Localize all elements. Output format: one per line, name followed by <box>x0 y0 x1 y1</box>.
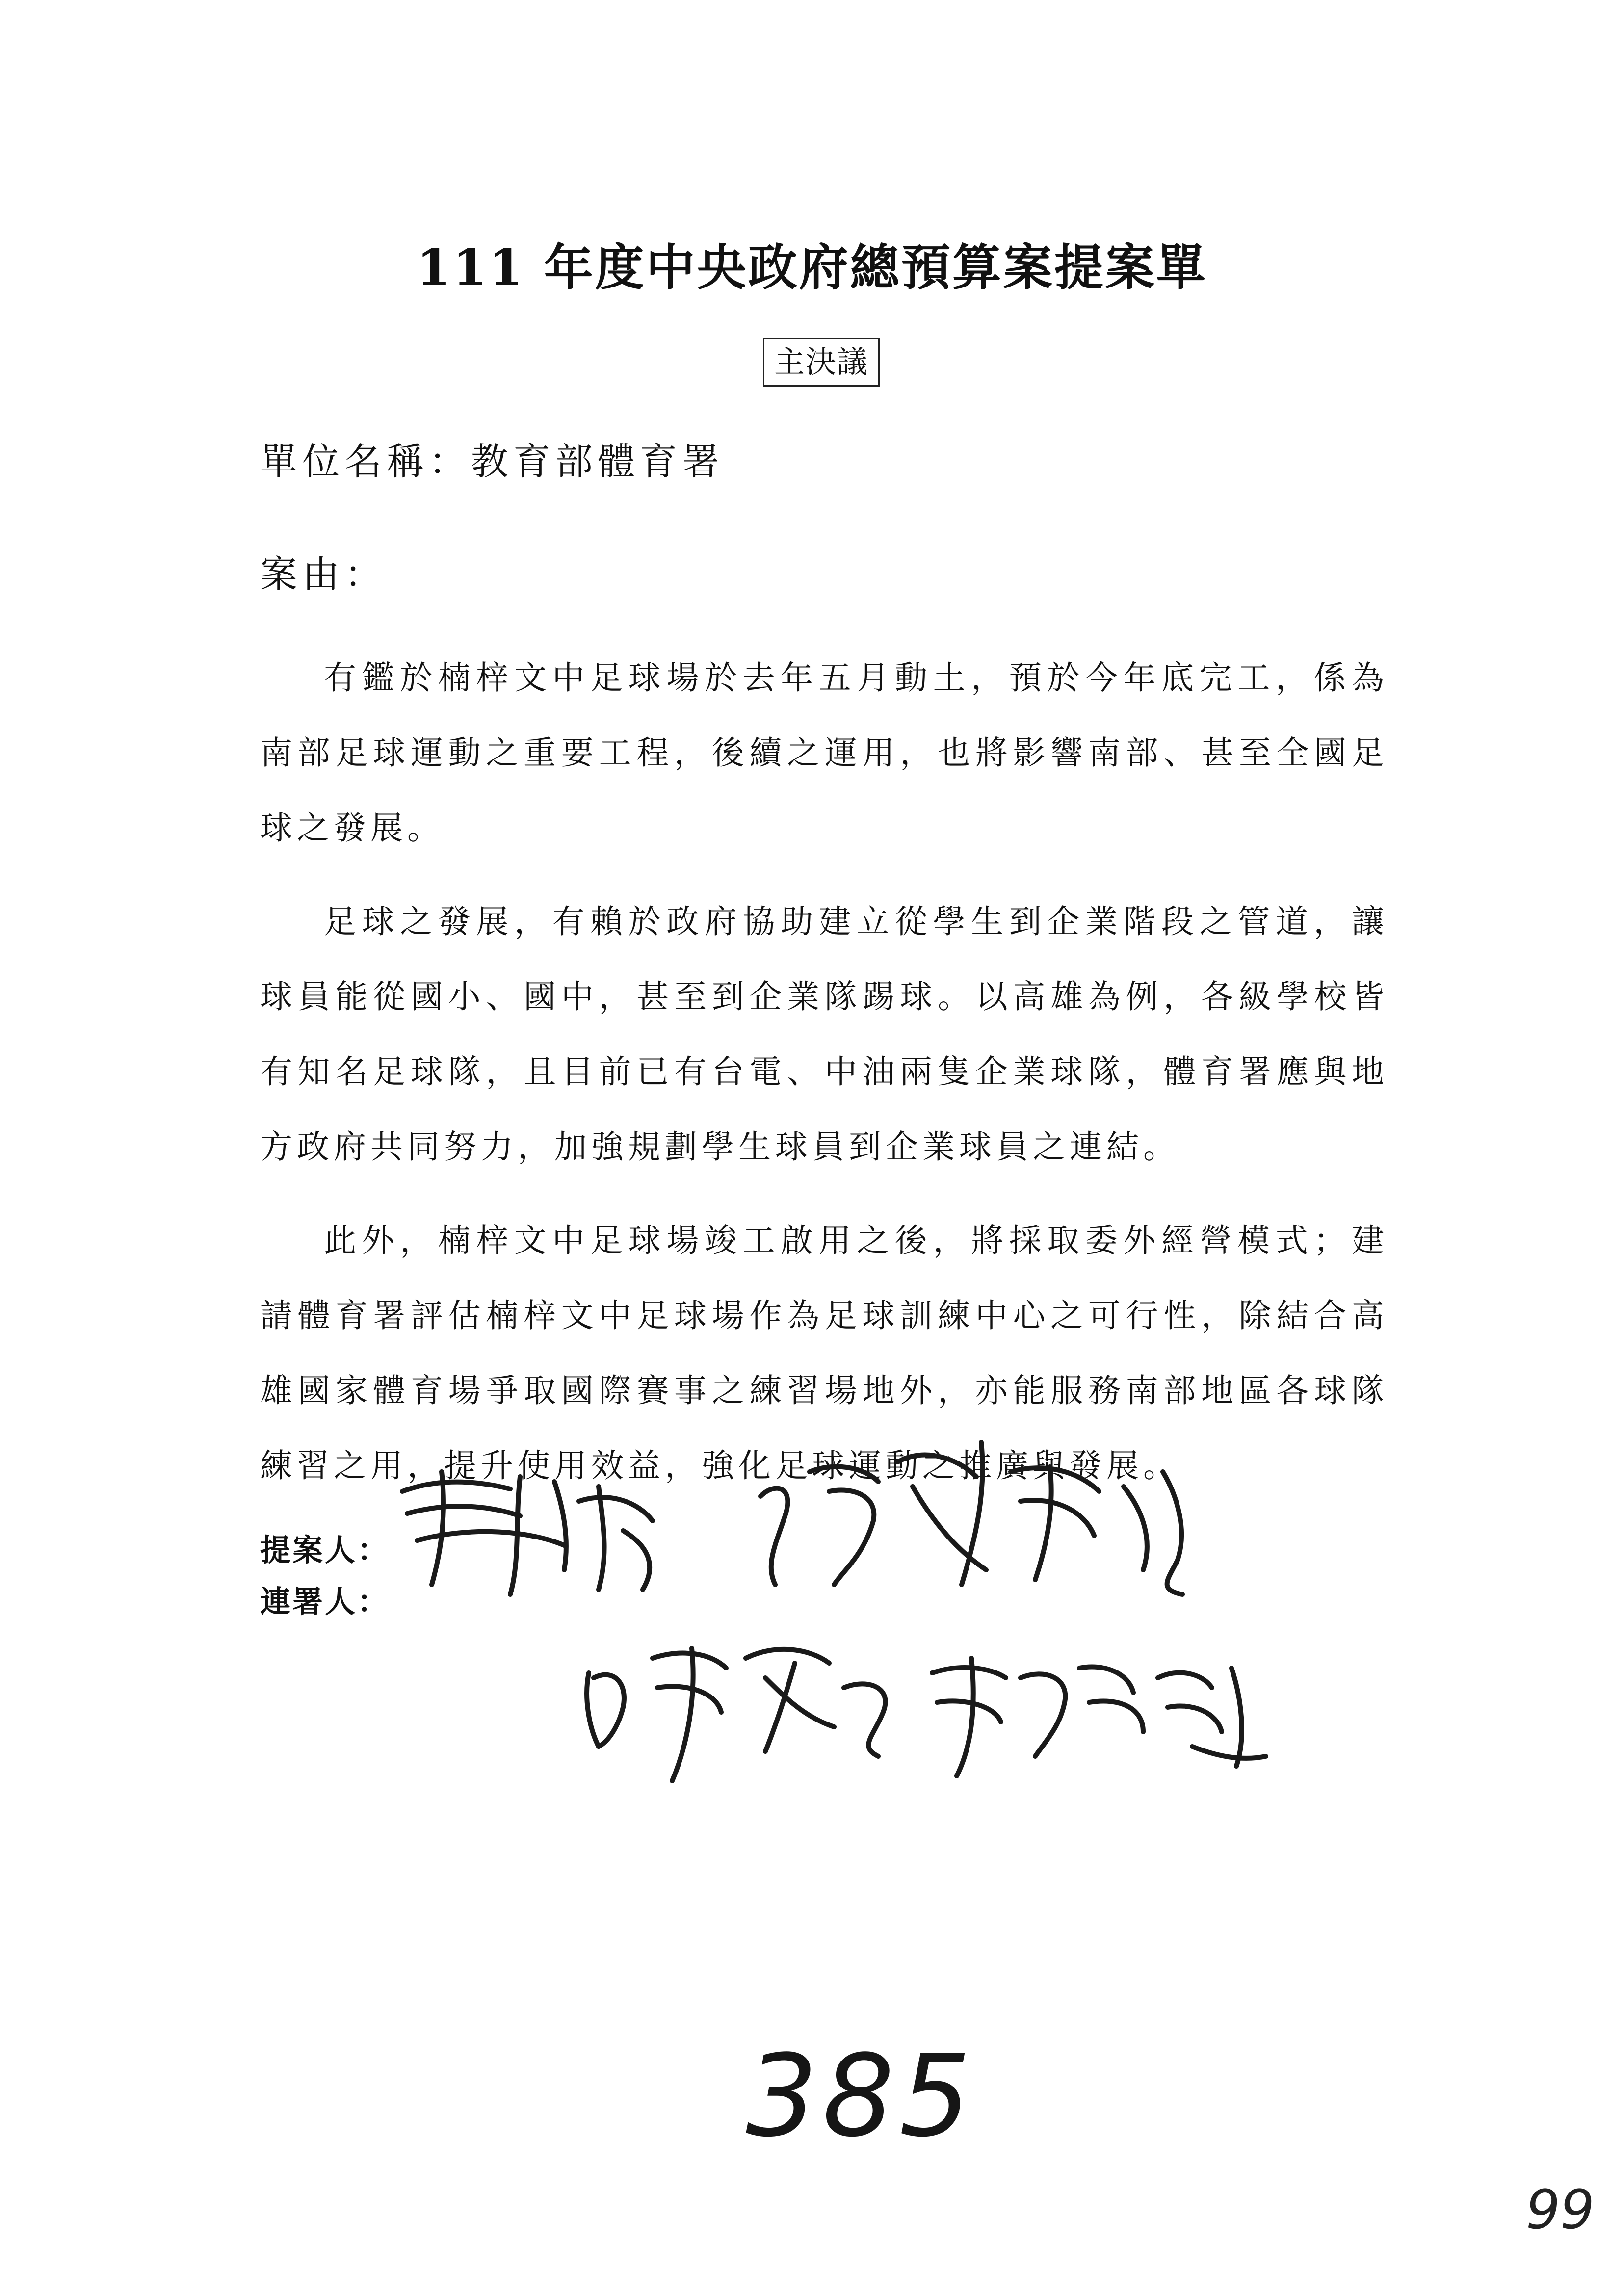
reason-paragraph-2: 足球之發展，有賴於政府協助建立從學生到企業階段之管道，讓球員能從國小、國中，甚至到企業隊踢球。以高雄為例，各級學校皆有知名足球隊，且目前已有台電、中油兩隻企業球隊，體育署應與地方政府共同努力，加強規劃學生球員到企業球員之連結。 <box>260 903 1388 1166</box>
reason-paragraph-3: 此外，楠梓文中足球場竣工啟用之後，將採取委外經營模式；建請體育署評估楠梓文中足球場作為足球訓練中心之可行性，除結合高雄國家體育場爭取國際賽事之練習場地外，亦能服務南部地區各球隊練習之用，提升使用效益，強化足球運動之推廣與發展。 <box>260 1222 1388 1485</box>
unit-name-line: 單位名稱：教育部體育署 <box>260 440 724 483</box>
document-title: 111 年度中央政府總預算案提案單 <box>417 238 1207 296</box>
reason-paragraph-1: 有鑑於楠梓文中足球場於去年五月動土，預於今年底完工，係為南部足球運動之重要工程，後續之運用，也將影響南部、甚至全國足球之發展。 <box>260 659 1388 847</box>
signature-proposer-2 <box>760 1442 1182 1594</box>
signature-cosigner-1 <box>587 1648 885 1781</box>
proposer-label: 提案人： <box>260 1532 390 1568</box>
cosigner-label: 連署人： <box>260 1584 390 1619</box>
signature-proposer-1 <box>402 1472 653 1594</box>
page-number: 385 <box>746 2031 976 2162</box>
resolution-type-badge: 主決議 <box>763 338 880 387</box>
reason-label: 案由： <box>260 552 387 596</box>
sheet-number: 99 <box>1526 2178 1595 2241</box>
signature-cosigner-2 <box>932 1658 1266 1776</box>
